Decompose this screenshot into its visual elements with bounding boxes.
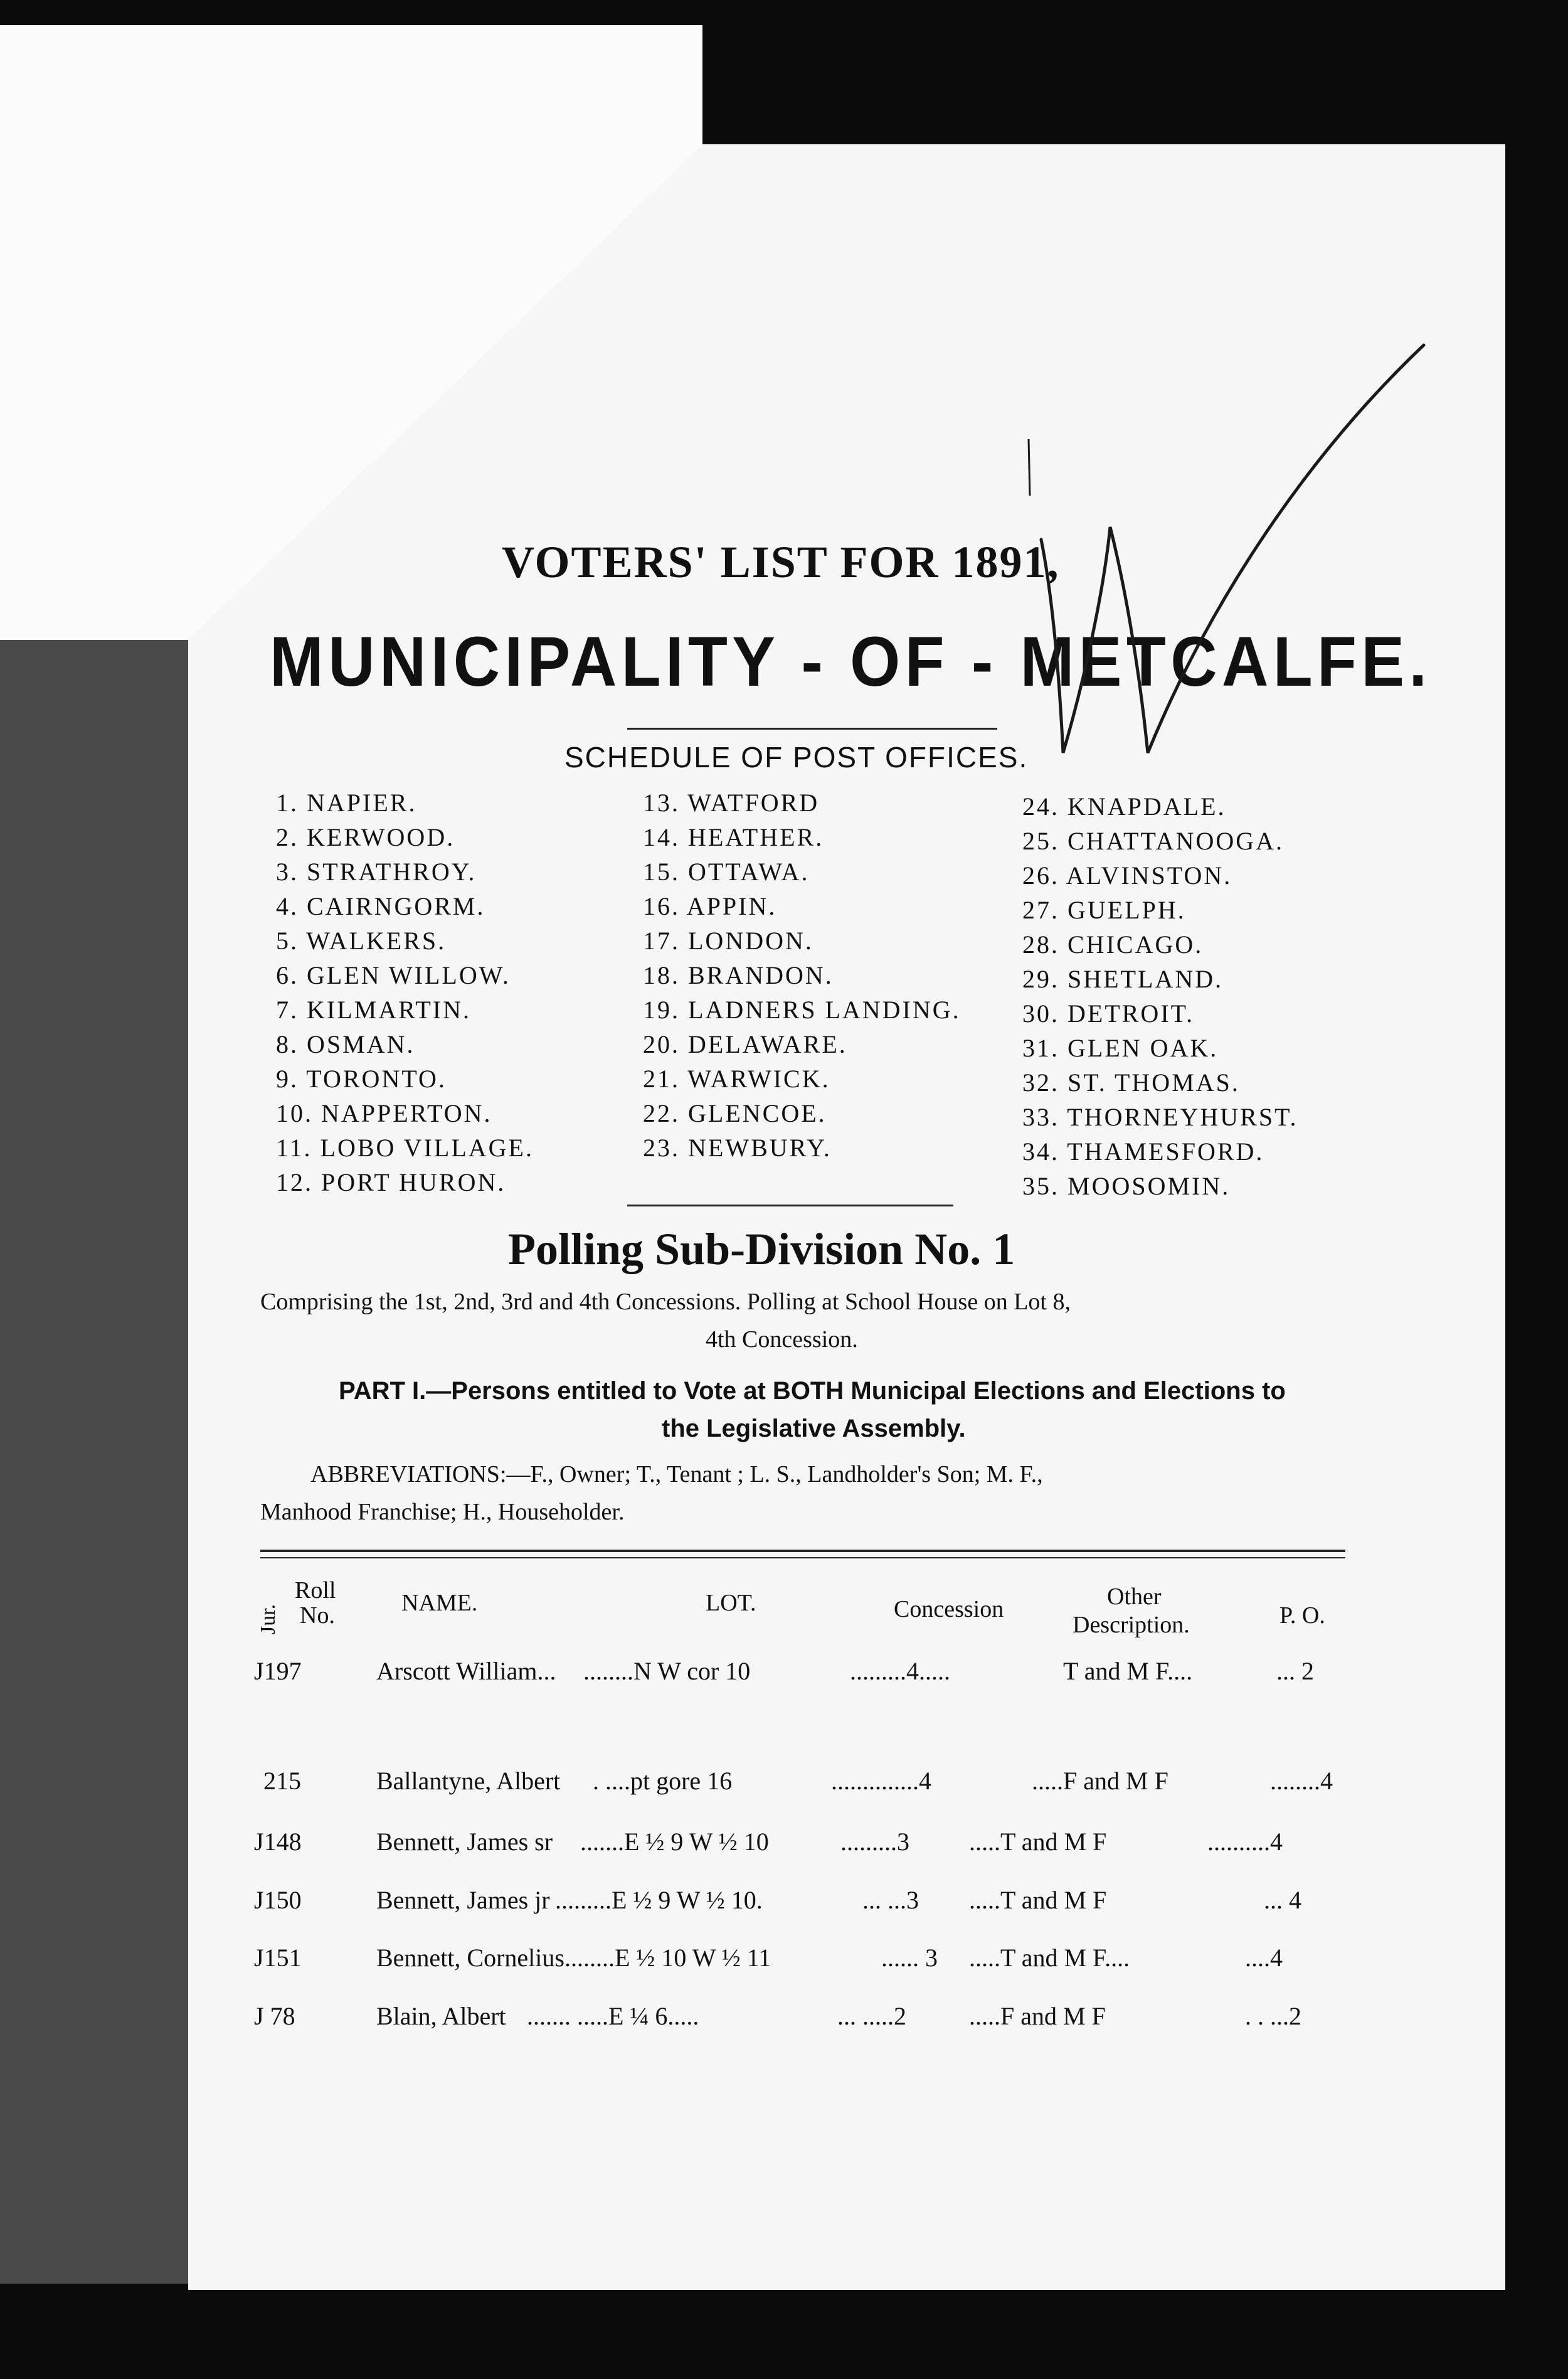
post-office-item: 7. KILMARTIN. xyxy=(276,996,472,1024)
cell-po: ..........4 xyxy=(1207,1828,1283,1856)
post-office-item: 4. CAIRNGORM. xyxy=(276,892,485,920)
cell-roll: J150 xyxy=(254,1886,302,1914)
header-concession: Concession xyxy=(894,1596,1004,1622)
cell-po: . . ...2 xyxy=(1245,2002,1301,2030)
post-office-item: 8. OSMAN. xyxy=(276,1030,415,1058)
post-office-item: 18. BRANDON. xyxy=(643,961,834,989)
cell-po: ... 2 xyxy=(1276,1657,1314,1685)
cell-name: Ballantyne, Albert xyxy=(376,1767,561,1795)
cell-concession: ... .....2 xyxy=(837,2002,906,2030)
post-office-item: 20. DELAWARE. xyxy=(643,1030,847,1058)
post-office-item: 14. HEATHER. xyxy=(643,823,824,851)
post-office-item: 11. LOBO VILLAGE. xyxy=(276,1134,534,1162)
post-office-item: 1. NAPIER. xyxy=(276,789,417,817)
header-roll-line-2: No. xyxy=(300,1602,335,1629)
cell-lot: .......E ½ 9 W ½ 10 xyxy=(580,1828,769,1856)
polling-subdivision-title: Polling Sub-Division No. 1 xyxy=(508,1224,1015,1274)
post-office-item: 6. GLEN WILLOW. xyxy=(276,961,511,989)
post-office-item: 21. WARWICK. xyxy=(643,1065,830,1093)
header-other-line-1: Other xyxy=(1107,1583,1162,1610)
post-office-item: 15. OTTAWA. xyxy=(643,858,810,886)
header-po: P. O. xyxy=(1279,1602,1325,1629)
comprising-line-1: Comprising the 1st, 2nd, 3rd and 4th Concessions. Polling at School House on Lot 8, xyxy=(260,1289,1071,1315)
post-office-item: 10. NAPPERTON. xyxy=(276,1099,492,1127)
title-line-1: VOTERS' LIST FOR 1891, xyxy=(502,537,1060,587)
abbreviations-line-1: ABBREVIATIONS:—F., Owner; T., Tenant ; L. S., Landholder's Son; M. F., xyxy=(310,1461,1043,1488)
post-office-item: 13. WATFORD xyxy=(643,789,820,817)
post-office-item: 2. KERWOOD. xyxy=(276,823,455,851)
cell-name: Arscott William... xyxy=(376,1657,556,1685)
schedule-heading: SCHEDULE OF POST OFFICES. xyxy=(564,741,1029,774)
post-office-item: 27. GUELPH. xyxy=(1022,896,1186,924)
post-office-column-1 xyxy=(276,785,534,1200)
cell-lot: .........E ½ 9 W ½ 10. xyxy=(555,1886,763,1914)
header-roll-line-1: Roll xyxy=(295,1577,336,1604)
cell-lot: . ....pt gore 16 xyxy=(593,1767,733,1795)
post-office-item: 3. STRATHROY. xyxy=(276,858,477,886)
cell-lot: ........E ½ 10 W ½ 11 xyxy=(564,1944,771,1972)
post-office-item: 16. APPIN. xyxy=(643,892,777,920)
post-office-item: 19. LADNERS LANDING. xyxy=(643,996,961,1024)
part-heading-line-2: the Legislative Assembly. xyxy=(662,1415,966,1442)
table-rule-top-1 xyxy=(260,1550,1345,1552)
post-office-column-2 xyxy=(643,785,961,1165)
post-office-item: 30. DETROIT. xyxy=(1022,999,1195,1028)
post-office-item: 29. SHETLAND. xyxy=(1022,965,1224,993)
cell-name: Bennett, James sr xyxy=(376,1828,553,1856)
table-rule-top-2 xyxy=(260,1557,1345,1558)
cell-name: Bennett, Cornelius xyxy=(376,1944,564,1972)
post-office-item: 22. GLENCOE. xyxy=(643,1099,827,1127)
header-lot: LOT. xyxy=(706,1590,756,1616)
post-office-item: 28. CHICAGO. xyxy=(1022,930,1204,959)
cell-other: .....T and M F xyxy=(969,1828,1107,1856)
cell-roll: J 78 xyxy=(254,2002,295,2030)
header-jur: Jur. xyxy=(257,1604,280,1634)
post-office-item: 33. THORNEYHURST. xyxy=(1022,1103,1298,1131)
cell-lot: ........N W cor 10 xyxy=(583,1657,751,1685)
cell-po: ....4 xyxy=(1245,1944,1283,1972)
post-office-item: 17. LONDON. xyxy=(643,927,813,955)
abbreviations-line-2: Manhood Franchise; H., Householder. xyxy=(260,1499,625,1525)
post-office-item: 24. KNAPDALE. xyxy=(1022,792,1226,821)
post-office-item: 26. ALVINSTON. xyxy=(1022,861,1232,890)
post-office-item: 34. THAMESFORD. xyxy=(1022,1137,1264,1166)
cell-roll: J148 xyxy=(254,1828,302,1856)
cell-concession: ..............4 xyxy=(831,1767,931,1795)
cell-other: .....T and M F xyxy=(969,1886,1107,1914)
divider-top xyxy=(627,728,997,730)
cell-other: T and M F.... xyxy=(1063,1657,1193,1685)
post-office-item: 5. WALKERS. xyxy=(276,927,447,955)
cell-name: Blain, Albert xyxy=(376,2002,506,2030)
post-office-item: 25. CHATTANOOGA. xyxy=(1022,827,1285,855)
cell-roll: J197 xyxy=(254,1657,302,1685)
post-office-item: 9. TORONTO. xyxy=(276,1065,447,1093)
part-heading-line-1: PART I.—Persons entitled to Vote at BOTH Municipal Elections and Elections to xyxy=(339,1377,1286,1405)
cell-concession: ...... 3 xyxy=(881,1944,938,1972)
header-name: NAME. xyxy=(401,1590,478,1616)
cell-po: ........4 xyxy=(1270,1767,1333,1795)
cell-po: ... 4 xyxy=(1264,1886,1301,1914)
cell-concession: .........3 xyxy=(840,1828,909,1856)
post-office-item: 32. ST. THOMAS. xyxy=(1022,1068,1240,1097)
post-office-item: 12. PORT HURON. xyxy=(276,1168,506,1196)
cell-name: Bennett, James jr xyxy=(376,1886,550,1914)
title-municipality: MUNICIPALITY - OF - METCALFE. xyxy=(270,622,1432,701)
cell-other: .....F and M F xyxy=(1032,1767,1168,1795)
post-office-item: 35. MOOSOMIN. xyxy=(1022,1172,1231,1200)
post-office-item: 23. NEWBURY. xyxy=(643,1134,832,1162)
comprising-line-2: 4th Concession. xyxy=(706,1326,858,1353)
cell-lot: ....... .....E ¼ 6..... xyxy=(527,2002,699,2030)
cell-concession: ... ...3 xyxy=(862,1886,919,1914)
post-office-item: 31. GLEN OAK. xyxy=(1022,1034,1219,1062)
cell-other: .....F and M F xyxy=(969,2002,1106,2030)
handwritten-check-mark xyxy=(1016,339,1443,853)
divider-middle xyxy=(627,1205,953,1206)
header-other-line-2: Description. xyxy=(1073,1612,1190,1638)
cell-other: .....T and M F.... xyxy=(969,1944,1130,1972)
cell-concession: .........4..... xyxy=(850,1657,950,1685)
cell-roll: J151 xyxy=(254,1944,302,1972)
cell-roll: 215 xyxy=(263,1767,301,1795)
